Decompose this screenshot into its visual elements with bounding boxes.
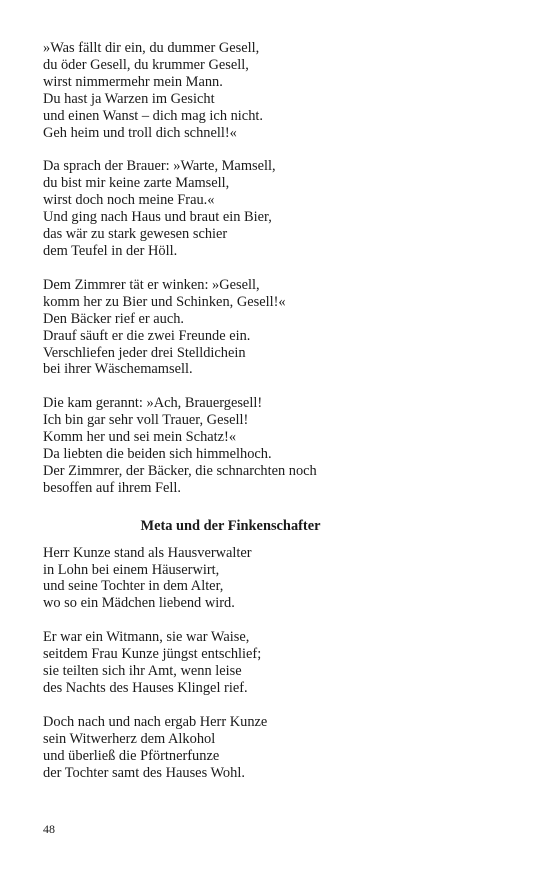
verse-line: Der Zimmrer, der Bäcker, die schnarchten noch [43, 462, 317, 479]
verse-line: Komm her und sei mein Schatz!« [43, 429, 237, 446]
verse-line: du öder Gesell, du krummer Gesell, [43, 56, 249, 73]
verse-line: bei ihrer Wäschemamsell. [43, 361, 193, 378]
verse-line: das wär zu stark gewesen schier [43, 226, 228, 243]
poem-title: Meta und der Finkenschafter [140, 517, 321, 534]
stanza-7 [43, 714, 363, 782]
verse-line: Er war ein Witmann, sie war Waise, [43, 629, 250, 646]
verse-line: wirst nimmermehr mein Mann. [43, 73, 223, 90]
verse-line: Da sprach der Brauer: »Warte, Mamsell, [43, 158, 276, 175]
verse-line: und seine Tochter in dem Alter, [43, 578, 224, 595]
verse-line: Da liebten die beiden sich himmelhoch. [43, 446, 272, 463]
verse-line: sie teilten sich ihr Amt, wenn leise [43, 663, 242, 680]
verse-line: und einen Wanst – dich mag ich nicht. [43, 107, 263, 124]
verse-line: Den Bäcker rief er auch. [43, 310, 185, 327]
verse-line: Herr Kunze stand als Hausverwalter [43, 544, 252, 561]
verse-line: sein Witwerherz dem Alkohol [43, 730, 216, 747]
verse-line: seitdem Frau Kunze jüngst entschlief; [43, 646, 262, 663]
verse-line: des Nachts des Hauses Klingel rief. [43, 680, 248, 696]
verse-line: du bist mir keine zarte Mamsell, [43, 175, 230, 192]
verse-line: in Lohn bei einem Häuserwirt, [43, 561, 220, 578]
verse-line: »Was fällt dir ein, du dummer Gesell, [43, 40, 260, 56]
verse-line: Und ging nach Haus und braut ein Bier, [43, 209, 272, 226]
verse-line: dem Teufel in der Höll. [43, 242, 178, 259]
verse-line: Du hast ja Warzen im Gesicht [43, 90, 215, 107]
verse-line: wirst doch noch meine Frau.« [43, 192, 215, 209]
verse-line: Die kam gerannt: »Ach, Brauergesell! [43, 395, 263, 412]
verse-line: Ich bin gar sehr voll Trauer, Gesell! [43, 412, 249, 429]
verse-line: Doch nach und nach ergab Herr Kunze [43, 713, 268, 730]
verse-line: Drauf säuft er die zwei Freunde ein. [43, 327, 251, 344]
verse-line: und überließ die Pförtnerfunze [43, 747, 220, 764]
stanza-4 [43, 395, 363, 496]
stanza-2 [43, 158, 363, 259]
verse-line: Verschliefen jeder drei Stelldichein [43, 344, 246, 361]
stanza-6 [43, 629, 363, 697]
verse-line: Dem Zimmrer tät er winken: »Gesell, [43, 276, 260, 293]
verse-line: besoffen auf ihrem Fell. [43, 479, 182, 496]
verse-line: komm her zu Bier und Schinken, Gesell!« [43, 293, 286, 310]
book-page [43, 40, 363, 799]
stanza-1 [43, 40, 363, 141]
verse-line: der Tochter samt des Hauses Wohl. [43, 764, 245, 781]
stanza-3 [43, 277, 363, 378]
verse-line: wo so ein Mädchen liebend wird. [43, 595, 235, 612]
stanza-5 [43, 545, 363, 613]
verse-line: Geh heim und troll dich schnell!« [43, 124, 237, 141]
page-number: 48 [43, 822, 55, 836]
